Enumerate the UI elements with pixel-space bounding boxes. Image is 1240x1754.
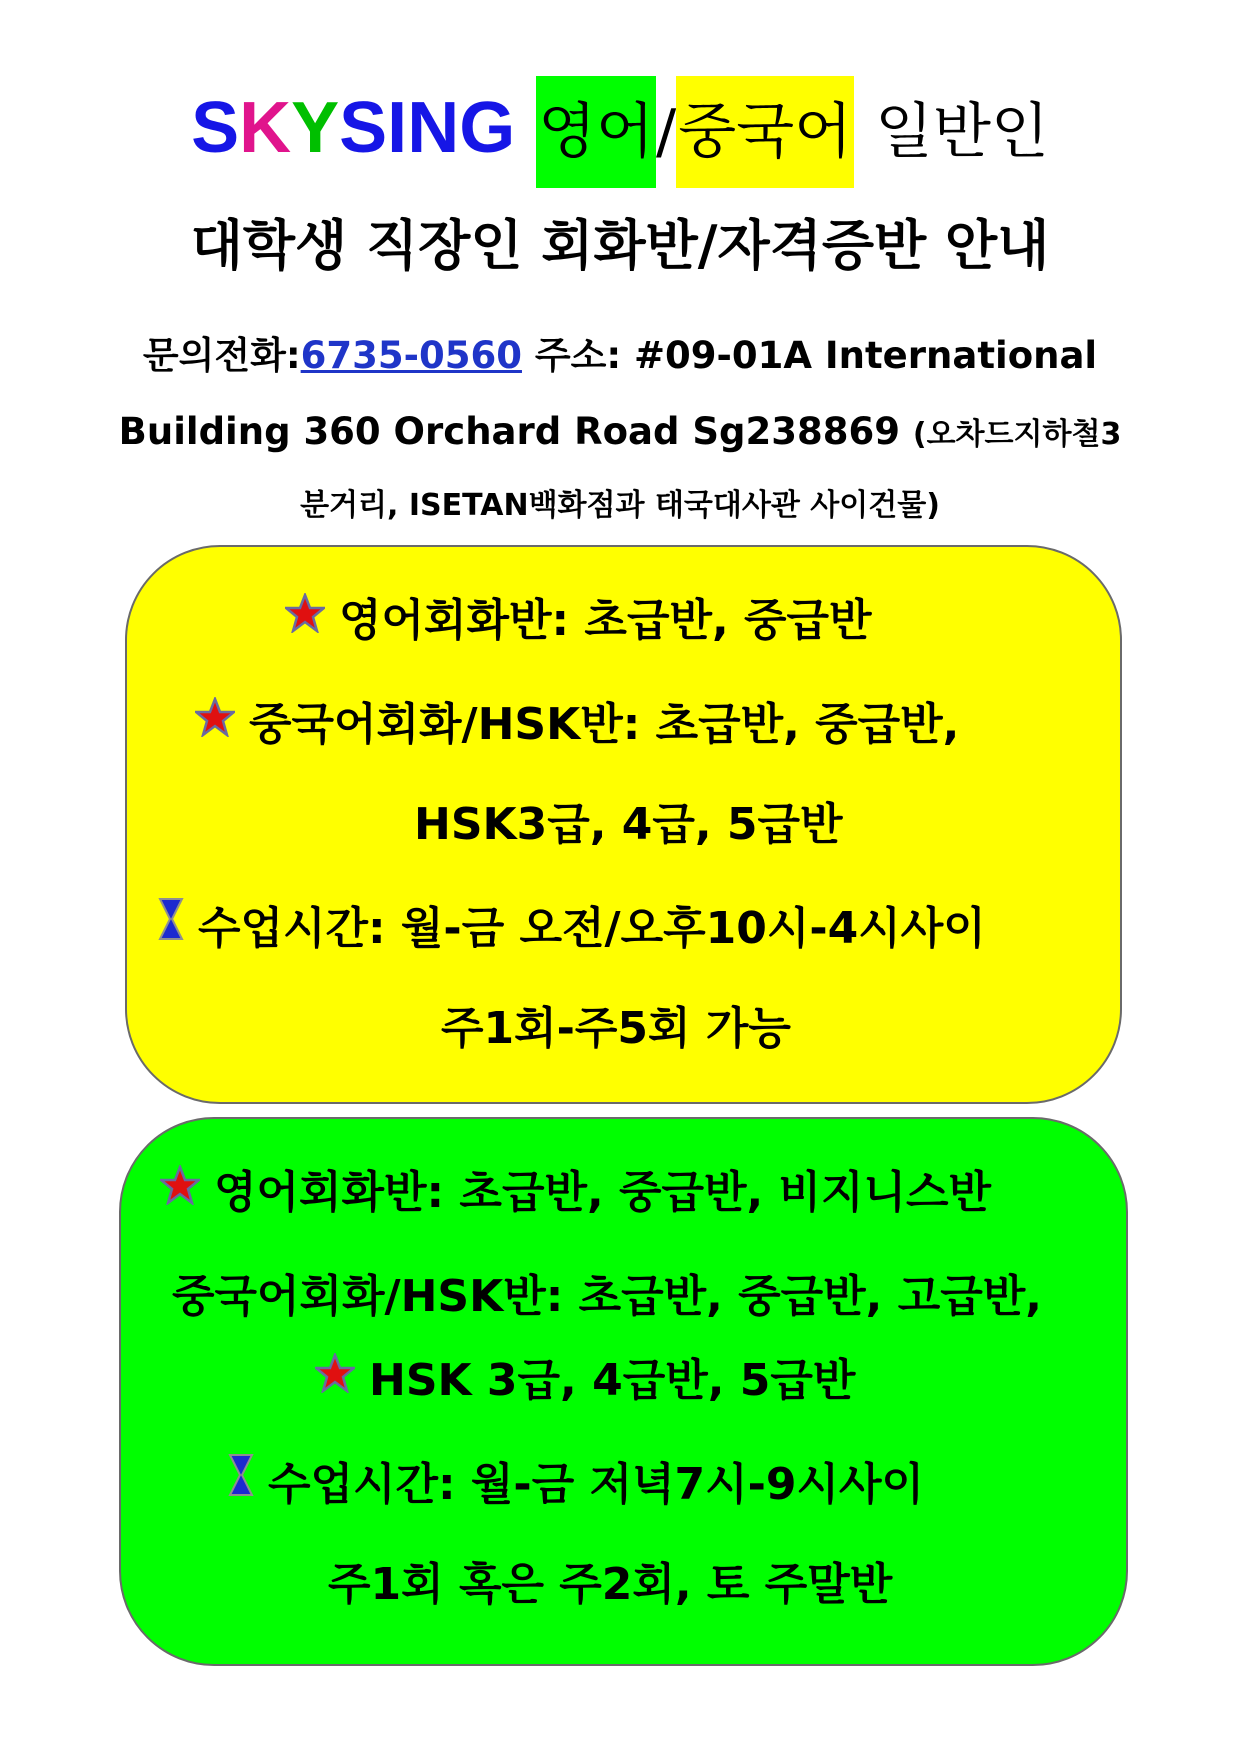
evening-chinese-text: 중국어회화/HSK반: 초급반, 중급반, 고급반, [172,1271,1042,1322]
evening-schedule-row [228,1450,924,1522]
daytime-english-row [285,586,872,658]
brand-letter: N [407,88,460,168]
evening-english-row [160,1158,991,1230]
star-icon [285,584,325,654]
brand-letter: Y [291,88,340,168]
hourglass-icon [158,892,184,962]
address-line-2: Building 360 Orchard Road Sg238869 [118,410,900,453]
brand-letter: I [387,88,408,168]
address-line [0,404,1240,463]
contact-line [0,328,1240,384]
evening-chinese-levels-text: HSK 3급, 4급반, 5급반 [369,1355,856,1406]
evening-schedule-text: 수업시간: 월-금 저녁7시-9시사이 [268,1459,925,1510]
star-icon [315,1344,355,1414]
daytime-chinese-levels: HSK3급, 4급, 5급반 [414,799,843,850]
evening-frequency: 주1회 혹은 주2회, 토 주말반 [328,1559,893,1610]
english-label: 영어 [536,76,656,188]
address-line-1: 주소: #09-01A International [534,334,1098,377]
address-note-1: (오차드지하철3 [912,417,1122,452]
page-title [0,72,1240,184]
brand-logo [191,88,516,168]
star-icon [195,688,235,758]
brand-letter: G [459,88,516,168]
evening-english-text: 영어회화반: 초급반, 중급반, 비지니스반 [214,1167,992,1218]
brand-letter: S [339,88,388,168]
hourglass-icon [228,1448,254,1518]
chinese-label: 중국어 [676,76,854,188]
daytime-chinese-row [195,690,959,762]
phone-link[interactable]: 6735-0560 [300,334,522,377]
page-subtitle: 대학생 직장인 회화반/자격증반 안내 [190,214,1050,277]
title-tail: 일반인 [875,97,1049,167]
daytime-chinese-text: 중국어회화/HSK반: 초급반, 중급반, [249,699,960,750]
daytime-schedule-text: 수업시간: 월-금 오전/오후10시-4시사이 [198,903,986,954]
daytime-frequency: 주1회-주5회 가능 [441,1003,791,1054]
brand-letter: S [191,88,240,168]
title-slash: / [656,97,677,167]
evening-chinese-levels-row [315,1346,855,1418]
daytime-english-text: 영어회화반: 초급반, 중급반 [339,595,872,646]
address-note-line: 분거리, ISETAN백화점과 태국대사관 사이건물) [300,488,940,523]
daytime-schedule-row [158,894,986,966]
star-icon [160,1156,200,1226]
phone-label: 문의전화: [142,334,301,377]
brand-letter: K [239,88,292,168]
